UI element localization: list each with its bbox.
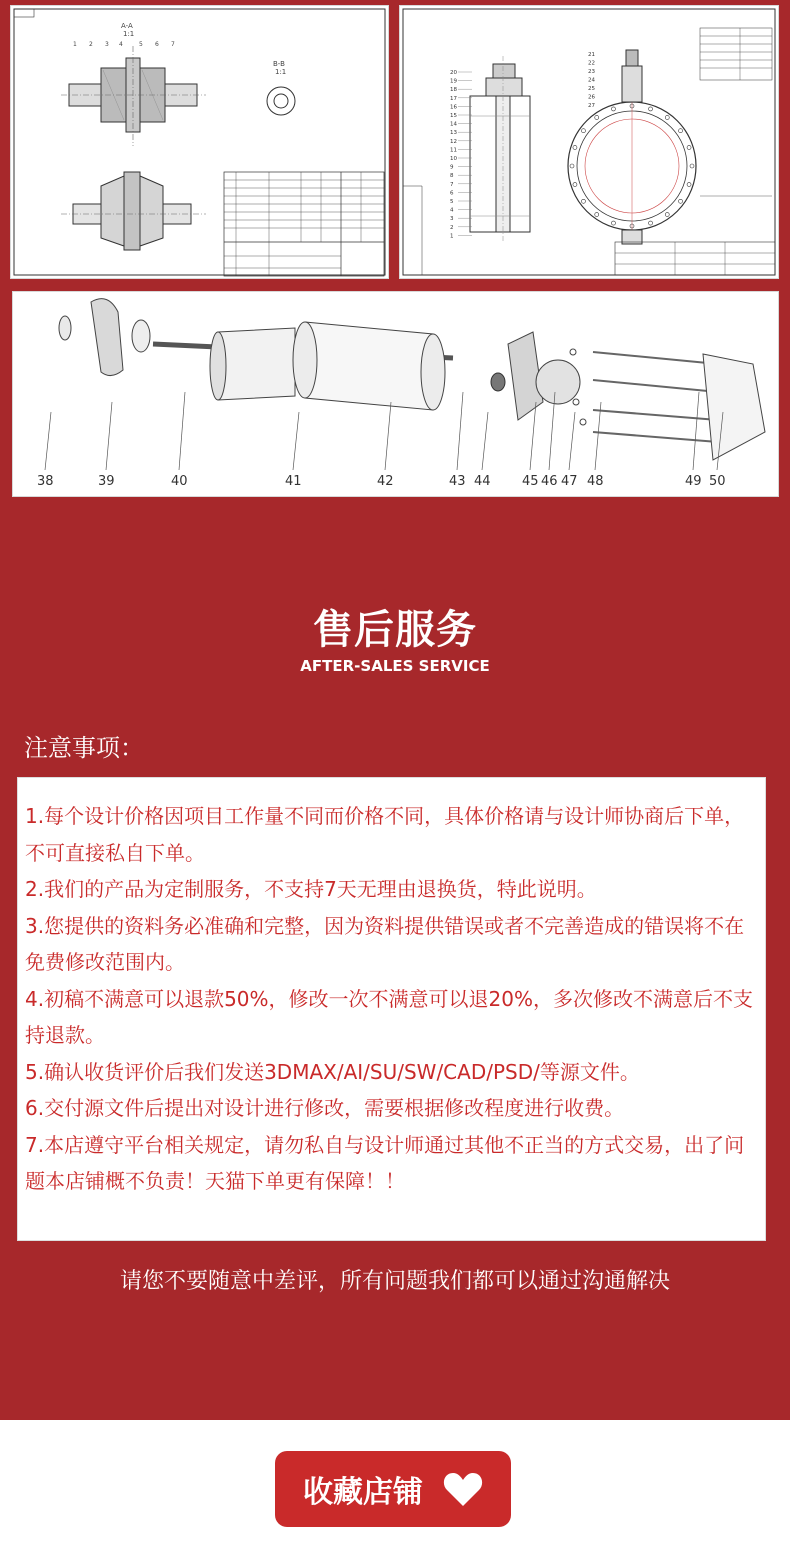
part-number-label: 13 <box>450 130 457 137</box>
valve-right-numbers <box>588 52 595 109</box>
exploded-parts <box>59 299 765 460</box>
valve-side-view <box>470 56 530 241</box>
part-number-label: 21 <box>588 52 595 58</box>
exploded-part-number: 49 <box>685 474 702 489</box>
exploded-part-number: 38 <box>37 474 54 489</box>
favorite-shop-button[interactable] <box>275 1451 511 1527</box>
balloon: 5 <box>139 41 143 48</box>
bolt-hole <box>581 199 585 203</box>
scale-label: 1:1 <box>123 30 135 38</box>
part-number-label: 1 <box>450 233 454 240</box>
valve-left-numbers <box>450 70 472 239</box>
notice-item: 3.您提供的资料务必准确和完整，因为资料提供错误或者不完善造成的错误将不在免费修改范围内。 <box>25 913 745 974</box>
part-number-label: 4 <box>450 207 454 214</box>
bolt-hole <box>690 164 694 168</box>
part-number-label: 3 <box>450 216 454 223</box>
section-subtitle: AFTER-SALES SERVICE <box>300 657 490 675</box>
balloon: 2 <box>89 41 93 48</box>
leader-line <box>482 412 488 470</box>
section-b-circle <box>267 87 295 115</box>
heart-icon <box>443 1471 483 1507</box>
part-number-label: 7 <box>450 181 454 188</box>
bolt-hole <box>687 183 691 187</box>
coupling-drawing <box>10 5 389 279</box>
bolt-hole <box>595 115 599 119</box>
leader-line <box>106 402 112 470</box>
part-number-label: 18 <box>450 87 457 94</box>
part-number-label: 16 <box>450 104 457 111</box>
notice-item: 5.确认收货评价后我们发送3DMAX/AI/SU/SW/CAD/PSD/等源文件。 <box>25 1059 640 1084</box>
part-number-label: 6 <box>450 190 454 197</box>
part-number-label: 15 <box>450 113 457 119</box>
notice-box <box>17 777 766 1241</box>
bolt-hole <box>687 145 691 149</box>
balloon: 4 <box>119 41 123 48</box>
part-number-label: 12 <box>450 138 457 145</box>
leader-line <box>293 412 299 470</box>
balloon-labels <box>73 41 175 48</box>
bolt-hole <box>581 129 585 133</box>
exploded-part-number: 46 <box>541 474 558 489</box>
valve-drawing <box>399 5 779 279</box>
notice-item: 2.我们的产品为定制服务，不支持7天无理由退换货，特此说明。 <box>25 877 597 901</box>
coupling-section-view <box>61 46 206 146</box>
leader-line <box>549 392 555 470</box>
notice-item: 4.初稿不满意可以退款50%，修改一次不满意可以退20%，多次修改不满意后不支持退款。 <box>25 986 753 1047</box>
balloon: 1 <box>73 41 77 48</box>
part-number-label: 9 <box>450 164 454 171</box>
leader-line <box>595 402 601 470</box>
part-number-label: 11 <box>450 147 457 154</box>
balloon: 7 <box>171 41 175 48</box>
exploded-part-number: 42 <box>377 474 394 489</box>
notice-item: 6.交付源文件后提出对设计进行修改，需要根据修改程度进行收费。 <box>25 1096 625 1120</box>
leader-line <box>179 392 185 470</box>
exploded-part-number: 47 <box>561 474 578 489</box>
balloon: 6 <box>155 41 159 48</box>
exploded-part-number: 48 <box>587 474 604 489</box>
exploded-view-drawing <box>12 291 779 497</box>
notice-item: 1.每个设计价格因项目工作量不同而价格不同，具体价格请与设计师协商后下单，不可直接私自下单。 <box>25 804 745 865</box>
bolt-hole <box>595 213 599 217</box>
bolt-hole <box>611 221 615 225</box>
bolt-hole <box>665 213 669 217</box>
balloon: 3 <box>105 41 109 48</box>
part-number-label: 22 <box>588 60 595 67</box>
leader-line <box>693 392 699 470</box>
bolt-hole <box>611 107 615 111</box>
exploded-part-number: 41 <box>285 474 302 489</box>
bolt-hole <box>679 199 683 203</box>
exploded-part-number: 50 <box>709 474 726 489</box>
notice-item: 7.本店遵守平台相关规定，请勿私自与设计师通过其他不正当的方式交易，出了问题本店铺概不负责！天猫下单更有保障！！ <box>25 1132 745 1193</box>
favorite-shop-label: 收藏店铺 <box>303 1475 423 1510</box>
title-block <box>615 242 775 275</box>
footer-message: 请您不要随意中差评，所有问题我们都可以通过沟通解决 <box>119 1269 670 1294</box>
part-number-label: 5 <box>450 199 454 205</box>
part-number-label: 8 <box>450 173 454 180</box>
section-title: 售后服务 <box>313 607 477 653</box>
part-number-label: 17 <box>450 95 457 102</box>
bolt-hole <box>570 164 574 168</box>
section-b-label: B-B <box>273 60 285 68</box>
exploded-part-number: 44 <box>474 474 491 489</box>
bolt-hole <box>649 107 653 111</box>
exploded-part-number: 39 <box>98 474 115 489</box>
part-number-label: 20 <box>450 70 457 76</box>
exploded-part-number: 43 <box>449 474 466 489</box>
part-number-label: 2 <box>450 224 454 231</box>
bolt-hole <box>679 129 683 133</box>
bolt-hole <box>665 115 669 119</box>
part-number-label: 24 <box>588 77 595 84</box>
exploded-part-number: 40 <box>171 474 188 489</box>
bolt-hole <box>649 221 653 225</box>
part-number-label: 19 <box>450 78 457 85</box>
part-number-label: 25 <box>588 86 595 92</box>
leader-line <box>457 392 463 470</box>
leader-line <box>385 402 391 470</box>
part-number-label: 10 <box>450 156 457 162</box>
section-label: A-A <box>121 22 133 30</box>
part-number-label: 14 <box>450 121 457 128</box>
part-number-label: 26 <box>588 94 595 101</box>
exploded-number-labels <box>37 392 726 489</box>
leader-line <box>569 412 575 470</box>
notice-heading: 注意事项： <box>24 734 144 762</box>
exploded-part-number: 45 <box>522 474 539 489</box>
leader-line <box>530 402 536 470</box>
part-number-label: 27 <box>588 103 595 109</box>
leader-line <box>45 412 51 470</box>
coupling-outside-view <box>61 172 206 250</box>
section-b-scale: 1:1 <box>275 68 287 76</box>
spec-table <box>700 28 772 196</box>
title-block <box>224 172 384 276</box>
bolt-hole <box>573 145 577 149</box>
part-number-label: 23 <box>588 69 595 75</box>
bolt-hole <box>573 183 577 187</box>
